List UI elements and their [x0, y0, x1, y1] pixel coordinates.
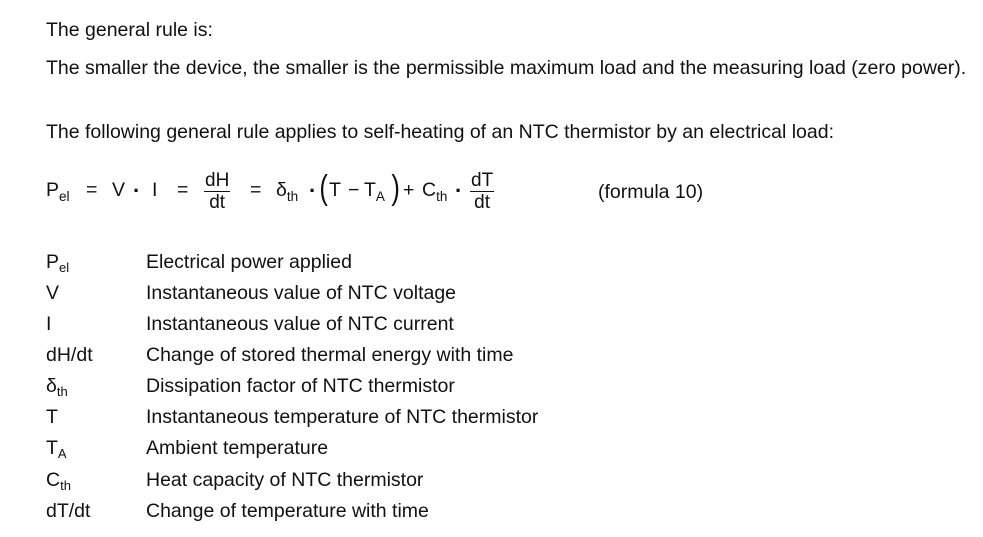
symbol-description: Instantaneous temperature of NTC thermistor: [146, 406, 539, 428]
symbol-term: $C_{th}$: [46, 469, 71, 493]
formula-label: (formula 10): [598, 181, 704, 203]
formula-minus: −: [348, 179, 360, 201]
symbol-description: Ambient temperature: [146, 437, 329, 459]
symbol-row: [46, 374, 946, 404]
symbol-description: Instantaneous value of NTC current: [146, 313, 454, 335]
formula-t-a: $T_A$: [364, 179, 385, 204]
formula-delta-th: $\delta_{th}$: [276, 179, 299, 204]
symbol-term: dT/dt: [46, 500, 91, 522]
self-heating-paragraph: The following general rule applies to self-heating of an NTC thermistor by an electrical load:: [46, 121, 834, 143]
formula-equals-3: =: [250, 179, 262, 201]
symbol-description: Change of stored thermal energy with time: [146, 344, 514, 366]
symbol-row: [46, 281, 946, 311]
symbol-term: $\delta_{th}$: [46, 375, 68, 399]
formula-open-paren: (: [319, 169, 328, 207]
formula-i: I: [152, 179, 158, 201]
symbol-term: T: [46, 406, 58, 428]
symbol-term: V: [46, 282, 60, 304]
formula-fraction-dt-dt: dT dt: [471, 170, 494, 213]
intro-paragraph: The general rule is:: [46, 19, 213, 41]
symbol-row: [46, 499, 946, 529]
rule-paragraph: The smaller the device, the smaller is the permissible maximum load and the measuring load (zero power).: [46, 57, 967, 79]
symbol-description: Instantaneous value of NTC voltage: [146, 282, 457, 304]
formula-p-el: $P_{el}$: [46, 179, 70, 204]
symbol-description: Change of temperature with time: [146, 500, 429, 522]
symbol-row: [46, 468, 946, 498]
formula-close-paren: ): [391, 169, 400, 207]
formula-fraction-dh-dt: dH dt: [205, 170, 230, 213]
symbol-description: Heat capacity of NTC thermistor: [146, 469, 424, 491]
formula-multiply-dot-3: ·: [455, 178, 463, 203]
symbol-term: $T_A$: [46, 437, 67, 461]
formula-c-th: $C_{th}$: [422, 179, 448, 204]
formula-v: V: [112, 179, 126, 201]
symbol-term: I: [46, 313, 52, 335]
formula-equals-2: =: [177, 179, 189, 201]
symbol-row: [46, 405, 946, 435]
symbol-term: $P_{el}$: [46, 251, 70, 275]
formula-multiply-dot-1: ·: [133, 178, 141, 203]
formula-equals-1: =: [86, 179, 98, 201]
symbol-term: dH/dt: [46, 344, 93, 366]
formula-multiply-dot-2: ·: [309, 178, 317, 203]
symbol-row: [46, 312, 946, 342]
symbol-description: Electrical power applied: [146, 251, 352, 273]
symbol-row: [46, 436, 946, 466]
formula-plus: +: [403, 179, 415, 201]
symbol-description: Dissipation factor of NTC thermistor: [146, 375, 455, 397]
formula-t: T: [329, 179, 341, 201]
symbol-row: [46, 250, 946, 280]
symbol-row: [46, 343, 946, 373]
